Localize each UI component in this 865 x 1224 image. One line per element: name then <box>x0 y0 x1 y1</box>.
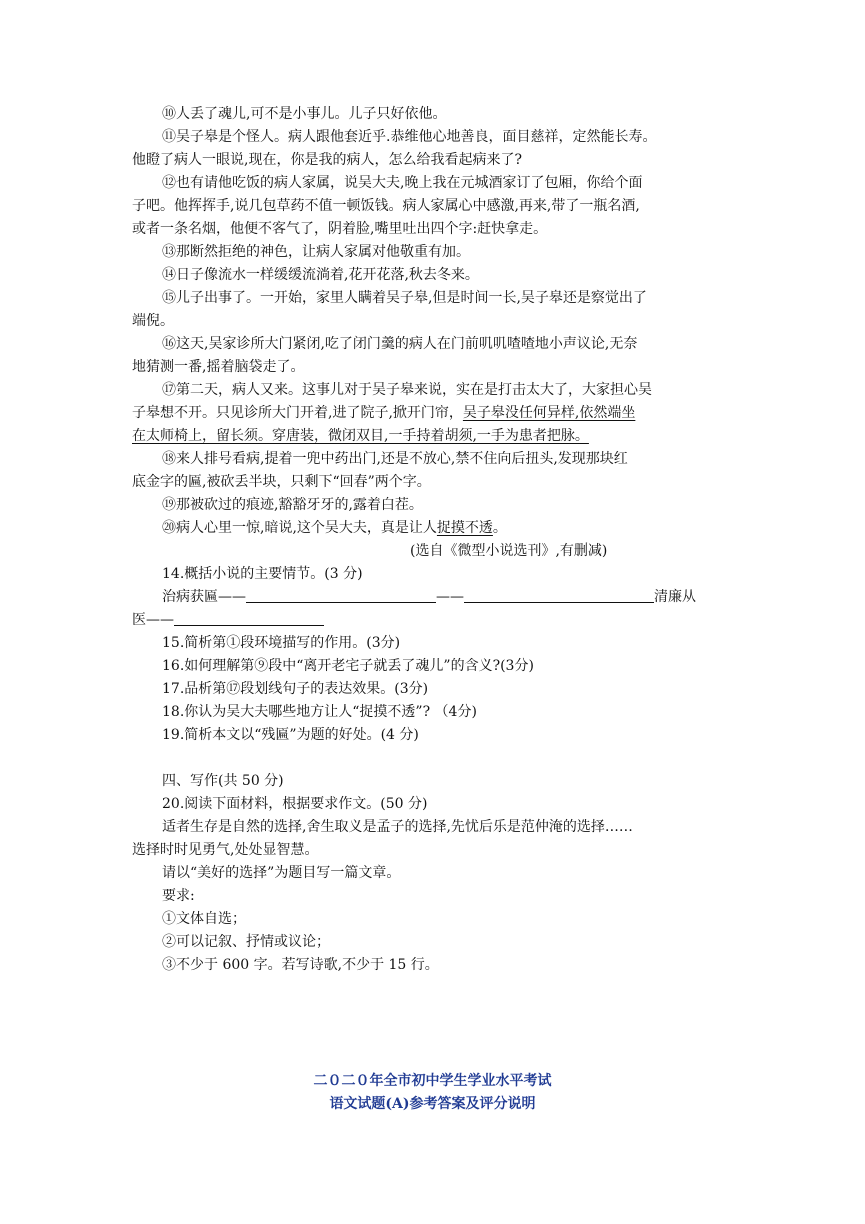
paragraph-15-cont: 端倪。 <box>132 313 174 329</box>
paragraph-12: ⑫也有请他吃饭的病人家属，说吴大夫,晚上我在元城酒家订了包厢，你给个面 <box>162 175 643 191</box>
question-15: 15.简析第①段环境描写的作用。(3分) <box>162 635 401 651</box>
writing-prompt: 请以“美好的选择”为题目写一篇文章。 <box>162 865 401 881</box>
paragraph-11: ⑪吴子皋是个怪人。病人跟他套近乎.恭维他心地善良，面目慈祥，定然能长寿。 <box>162 129 657 145</box>
paragraph-12-cont2: 或者一条名烟，他便不客气了，阴着脸,嘴里吐出四个字:赶快拿走。 <box>132 221 548 237</box>
answer-key-title: 二０二０年全市初中学生学业水平考试 <box>313 1073 552 1089</box>
requirement-2: ②可以记叙、抒情或议论； <box>162 934 330 950</box>
requirements-label: 要求: <box>162 888 195 904</box>
question-19: 19.简析本文以“残匾”为题的好处。(4 分) <box>162 727 419 743</box>
underlined-sentence: 吴子皋没任何异样,依然端坐 <box>462 405 636 421</box>
source-note: (选自《微型小说选刊》,有删减) <box>410 543 608 559</box>
question-16: 16.如何理解第⑨段中“离开老宅子就丢了魂儿”的含义?(3分) <box>162 658 534 674</box>
question-18: 18.你认为吴大夫哪些地方让人“捉摸不透”? （4分) <box>162 704 477 720</box>
question-17: 17.品析第⑰段划线句子的表达效果。(3分) <box>162 681 429 697</box>
question-14-answer-row2 <box>132 609 324 631</box>
paragraph-14: ⑭日子像流水一样缓缓流淌着,花开花落,秋去冬来。 <box>162 267 479 283</box>
question-14: 14.概括小说的主要情节。(3 分) <box>162 566 363 582</box>
paragraph-15: ⑮儿子出事了。一开始，家里人瞒着吴子皋,但是时间一长,吴子皋还是察觉出了 <box>162 290 647 306</box>
paragraph-16-cont: 地猜测一番,摇着脑袋走了。 <box>132 359 305 375</box>
paragraph-20-end: 。 <box>492 520 507 536</box>
question-14-answer-row <box>162 586 696 608</box>
paragraph-17-text: 子皋想不开。只见诊所大门开着,进了院子,掀开门帘， <box>132 405 463 421</box>
plot-step-4: 医—— <box>132 612 174 628</box>
answer-blank-2[interactable] <box>464 588 654 603</box>
plot-dash: —— <box>436 589 464 605</box>
plot-step-3: 清廉从 <box>654 589 696 605</box>
requirement-3: ③不少于 600 字。若写诗歌,不少于 15 行。 <box>162 957 439 973</box>
answer-blank-1[interactable] <box>246 588 436 603</box>
paragraph-10: ⑩人丢了魂儿,可不是小事儿。儿子只好依他。 <box>162 106 447 122</box>
writing-material: 适者生存是自然的选择,舍生取义是孟子的选择,先忧后乐是范仲淹的选择…… <box>162 819 633 835</box>
paragraph-13: ⑬那断然拒绝的神色，让病人家属对他敬重有加。 <box>162 244 470 260</box>
paragraph-19: ⑲那被砍过的痕迹,豁豁牙牙的,露着白茬。 <box>162 497 423 513</box>
paragraph-16: ⑯这天,吴家诊所大门紧闭,吃了闭门羹的病人在门前叽叽喳喳地小声议论,无奈 <box>162 336 638 352</box>
paragraph-12-cont: 子吧。他挥挥手,说几包草药不值一顿饭钱。病人家属心中感激,再来,带了一瓶名酒, <box>132 198 640 214</box>
answer-key-subtitle: 语文试题(A)参考答案及评分说明 <box>329 1096 536 1112</box>
question-20: 20.阅读下面材料，根据要求作文。(50 分) <box>162 796 428 812</box>
answer-blank-3[interactable] <box>174 611 324 626</box>
paragraph-18: ⑱来人排号看病,提着一兜中药出门,还是不放心,禁不住向后扭头,发现那块红 <box>162 451 628 467</box>
underlined-phrase: 捉摸不透 <box>436 520 493 536</box>
paragraph-11-cont: 他瞪了病人一眼说,现在，你是我的病人，怎么给我看起病来了? <box>132 152 522 168</box>
paragraph-18-cont: 底金字的匾,被砍丢半块，只剩下“回春”两个字。 <box>132 474 431 490</box>
plot-step-1: 治病获匾—— <box>162 589 246 605</box>
paragraph-20 <box>162 517 507 539</box>
underlined-sentence-cont: 在太师椅上，留长须。穿唐装，微闭双目,一手持着胡须,一手为患者把脉。 <box>132 428 589 444</box>
writing-heading: 四、写作(共 50 分) <box>162 773 284 789</box>
requirement-1: ①文体自选； <box>162 911 246 927</box>
paragraph-20-text: ⑳病人心里一惊,暗说,这个吴大夫，真是让人 <box>162 520 437 536</box>
paragraph-17-cont <box>132 402 635 424</box>
paragraph-17: ⑰第二天，病人又来。这事儿对于吴子皋来说，实在是打击太大了，大家担心吴 <box>162 382 652 398</box>
writing-material-cont: 选择时时见勇气,处处显智慧。 <box>132 842 319 858</box>
